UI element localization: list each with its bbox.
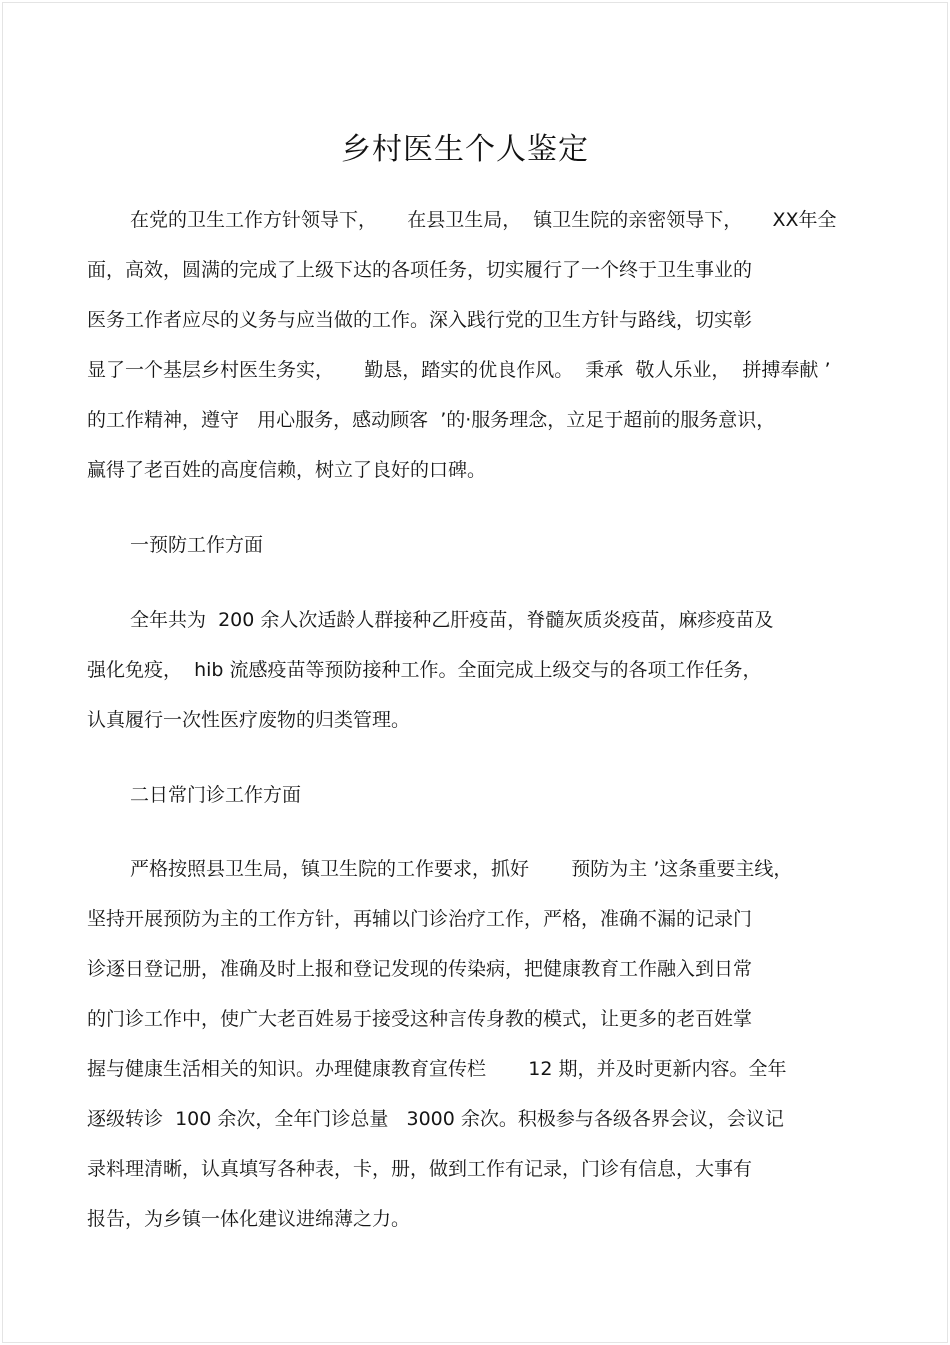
paragraph-line: 医务工作者应尽的义务与应当做的工作。深入践行党的卫生方针与路线，切实彰: [87, 309, 753, 331]
document-page: [2, 2, 948, 1343]
paragraph-line: 的工作精神，遵守 用心服务，感动顾客 ’的·服务理念，立足于超前的服务意识，: [87, 409, 776, 431]
paragraph-line: 面，高效，圆满的完成了上级下达的各项任务，切实履行了一个终于卫生事业的: [87, 259, 753, 281]
paragraph-line: 显了一个基层乡村医生务实， 勤恳，踏实的优良作风。 秉承 敬人乐业， 拼搏奉献 ’: [87, 359, 831, 381]
paragraph-line: 全年共为 200 余人次适龄人群接种乙肝疫苗，脊髓灰质炎疫苗，麻疹疫苗及: [130, 609, 774, 631]
paragraph-line: 认真履行一次性医疗废物的归类管理。: [87, 709, 411, 731]
section-heading: 一预防工作方面: [130, 534, 264, 556]
paragraph-line: 坚持开展预防为主的工作方针，再辅以门诊治疗工作，严格，准确不漏的记录门: [87, 908, 753, 930]
document-title: 乡村医生个人鉴定: [341, 132, 589, 167]
paragraph-line: 诊逐日登记册，准确及时上报和登记发现的传染病，把健康教育工作融入到日常: [87, 958, 753, 980]
paragraph-line: 握与健康生活相关的知识。办理健康教育宣传栏 12 期，并及时更新内容。全年: [87, 1058, 787, 1080]
paragraph-line: 录料理清晰，认真填写各种表，卡，册，做到工作有记录，门诊有信息，大事有: [87, 1158, 753, 1180]
paragraph-line: 报告，为乡镇一体化建议进绵薄之力。: [87, 1208, 411, 1230]
paragraph-line: 在党的卫生工作方针领导下， 在县卫生局， 镇卫生院的亲密领导下， XX年全: [130, 209, 837, 231]
paragraph-line: 逐级转诊 100 余次，全年门诊总量 3000 余次。积极参与各级各界会议，会议记: [87, 1108, 784, 1130]
section-heading: 二日常门诊工作方面: [130, 784, 302, 806]
paragraph-line: 严格按照县卫生局，镇卫生院的工作要求，抓好 预防为主 ’这条重要主线，: [130, 858, 793, 880]
paragraph-line: 的门诊工作中，使广大老百姓易于接受这种言传身教的模式，让更多的老百姓掌: [87, 1008, 753, 1030]
paragraph-line: 强化免疫， hib 流感疫苗等预防接种工作。全面完成上级交与的各项工作任务，: [87, 659, 762, 681]
paragraph-line: 赢得了老百姓的高度信赖，树立了良好的口碑。: [87, 459, 487, 481]
